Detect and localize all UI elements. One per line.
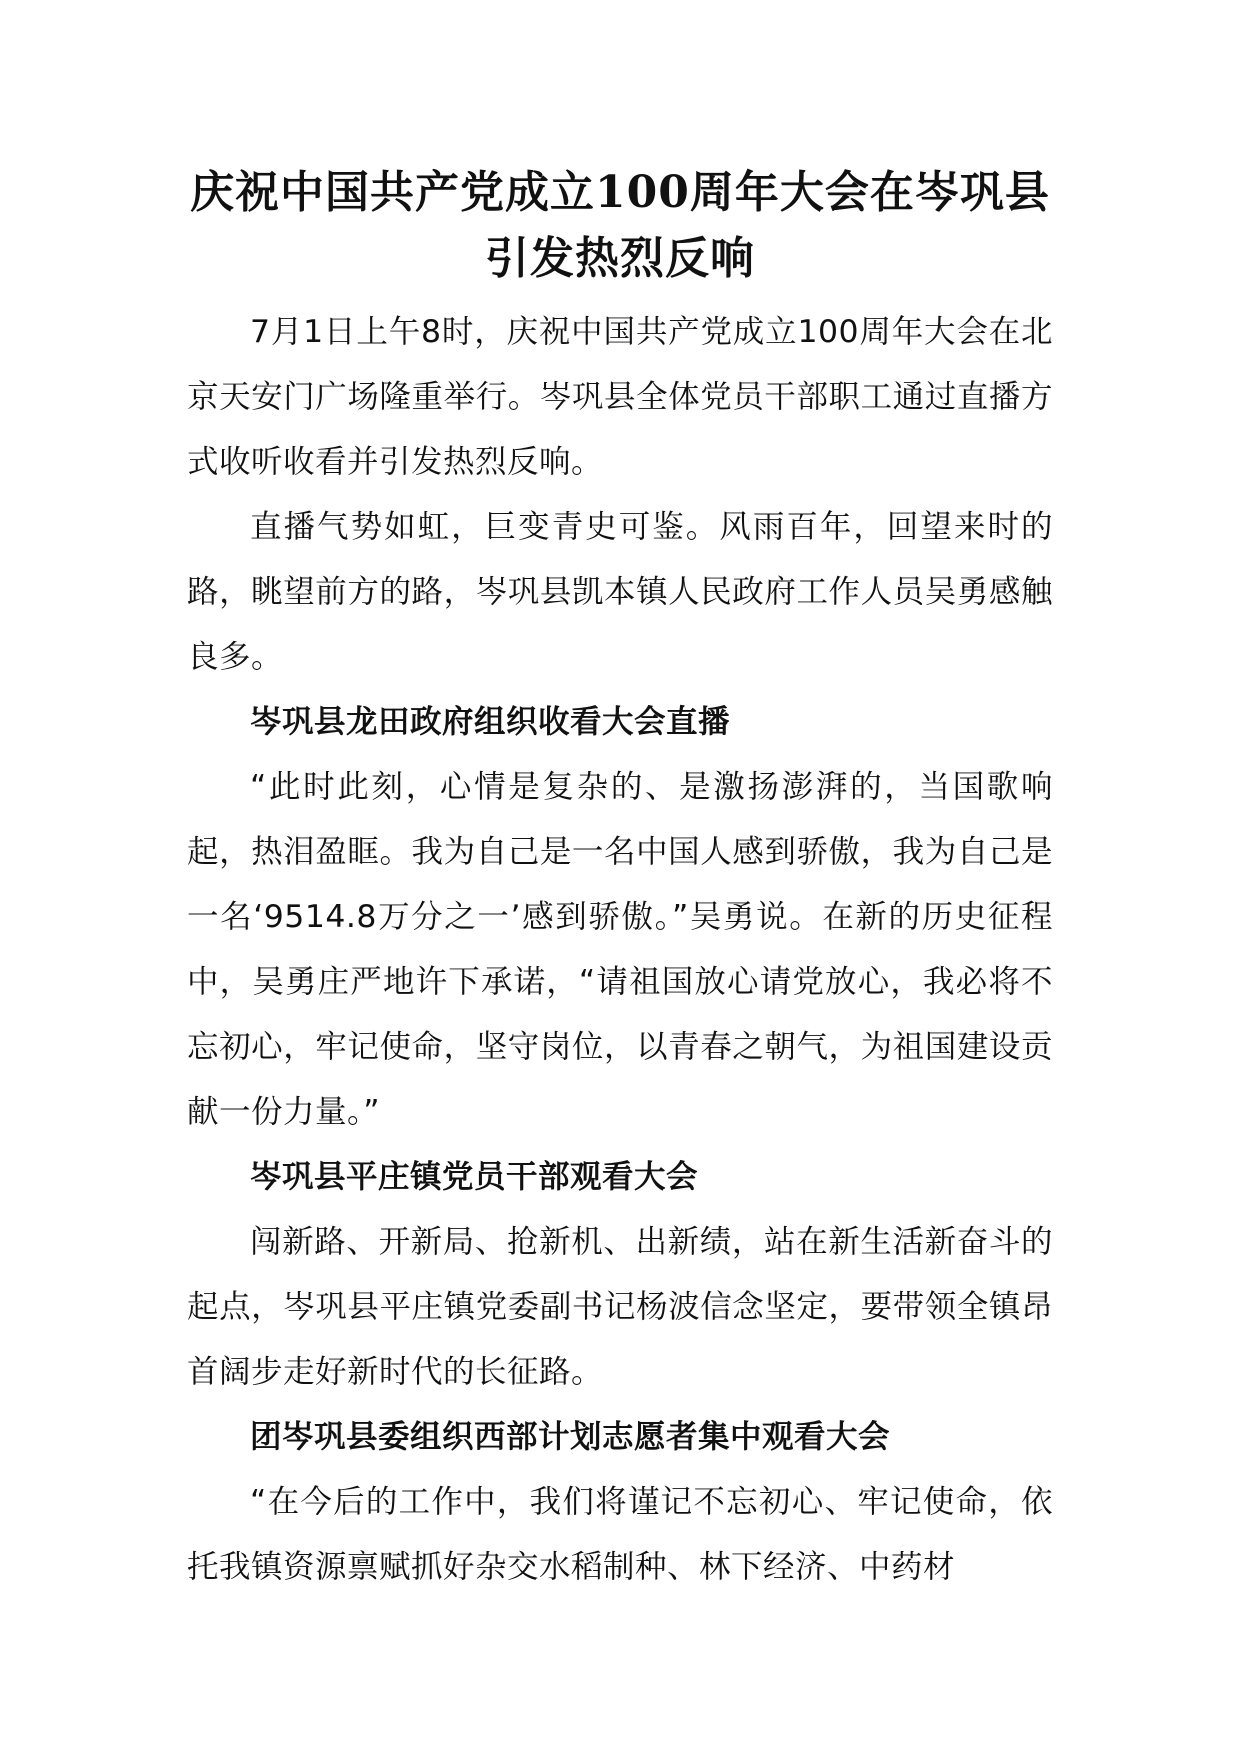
- paragraph-yangbo: 闯新路、开新局、抢新机、出新绩，站在新生活新奋斗的起点，岑巩县平庄镇党委副书记杨波信念坚定，要带领全镇昂首阔步走好新时代的长征路。: [187, 1224, 1053, 1390]
- document-title: 庆祝中国共产党成立100周年大会在岑巩县引发热烈反响: [190, 167, 1050, 284]
- paragraph-intro: 7月1日上午8时，庆祝中国共产党成立100周年大会在北京天安门广场隆重举行。岑巩县全体党员干部职工通过直播方式收听收看并引发热烈反响。: [187, 314, 1053, 480]
- paragraph-volunteers-quote: “在今后的工作中，我们将谨记不忘初心、牢记使命，依托我镇资源禀赋抓好杂交水稻制种、林下经济、中药材: [187, 1484, 1053, 1585]
- document-page: [187, 160, 1053, 1600]
- subheading-longtian: 岑巩县龙田政府组织收看大会直播: [250, 704, 731, 740]
- subheading-pingzhuang: 岑巩县平庄镇党员干部观看大会: [250, 1159, 699, 1195]
- paragraph-wuyong-quote: “此时此刻，心情是复杂的、是激扬澎湃的，当国歌响起，热泪盈眶。我为自己是一名中国人感到骄傲，我为自己是一名‘9514.8万分之一’感到骄傲。”吴勇说。在新的历史征程中，吴勇庄严地许下承诺，“请祖国放心请党放心，我必将不忘初心，牢记使命，坚守岗位，以青春之朝气，为祖国建设贡献一份力量。”: [187, 769, 1053, 1130]
- paragraph-livestream: 直播气势如虹，巨变青史可鉴。风雨百年，回望来时的路，眺望前方的路，岑巩县凯本镇人民政府工作人员吴勇感触良多。: [187, 509, 1053, 675]
- subheading-volunteers: 团岑巩县委组织西部计划志愿者集中观看大会: [250, 1419, 891, 1455]
